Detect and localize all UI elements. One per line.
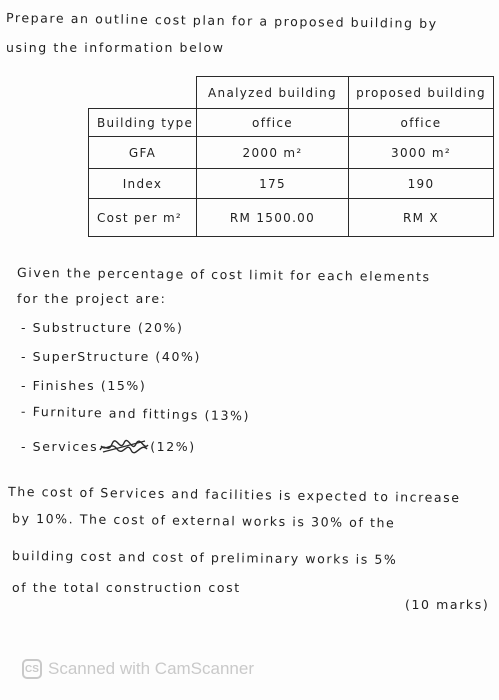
notes-line-1: The cost of Services and facilities is expected to increase [7, 483, 461, 506]
table-corner-cell [89, 77, 197, 109]
list-item-services-percent: (12%) [150, 438, 196, 454]
list-item-superstructure: - SuperStructure (40%) [21, 349, 201, 364]
list-item-furniture: - Furniture and fittings (13%) [20, 403, 251, 424]
cell-proposed-gfa: 3000 m² [349, 137, 494, 169]
marks-label: (10 marks) [405, 597, 490, 612]
camscanner-watermark [22, 659, 254, 679]
row-label-index: Index [89, 169, 197, 199]
list-item-services [21, 438, 196, 454]
question-line-2: using the information below [6, 40, 225, 55]
elements-intro-line-1: Given the percentage of cost limit for each elements [16, 264, 431, 285]
list-item-finishes: - Finishes (15%) [21, 378, 147, 393]
table-header-row [89, 77, 494, 109]
table-row [89, 199, 494, 237]
row-label-cost-per-m2: Cost per m² [89, 199, 197, 237]
elements-intro-line-2: for the project are: [17, 291, 167, 306]
list-item-substructure: - Substructure (20%) [21, 320, 184, 335]
notes-line-2: by 10%. The cost of external works is 30% of the [11, 510, 396, 531]
row-label-gfa: GFA [89, 137, 197, 169]
cell-analyzed-building-type: office [197, 109, 349, 137]
notes-line-4: of the total construction cost [12, 580, 241, 595]
list-item-services-label: - Services [21, 438, 99, 454]
header-analyzed-building: Analyzed building [197, 77, 349, 109]
table-row [89, 169, 494, 199]
question-line-1: Prepare an outline cost plan for a proposed building by [5, 9, 438, 32]
camscanner-logo-icon: CS [22, 659, 42, 679]
crossed-out-scribble [98, 438, 150, 454]
cell-analyzed-cost: RM 1500.00 [197, 199, 349, 237]
building-comparison-table [88, 76, 494, 237]
cell-proposed-index: 190 [349, 169, 494, 199]
table-row [89, 137, 494, 169]
watermark-text: Scanned with CamScanner [48, 659, 255, 678]
notes-line-3: building cost and cost of preliminary works is 5% [11, 547, 398, 568]
cell-analyzed-index: 175 [197, 169, 349, 199]
header-proposed-building: proposed building [349, 77, 494, 109]
cell-proposed-building-type: office [349, 109, 494, 137]
cell-analyzed-gfa: 2000 m² [197, 137, 349, 169]
row-label-building-type: Building type [89, 109, 197, 137]
table-row [89, 109, 494, 137]
cell-proposed-cost: RM X [349, 199, 494, 237]
